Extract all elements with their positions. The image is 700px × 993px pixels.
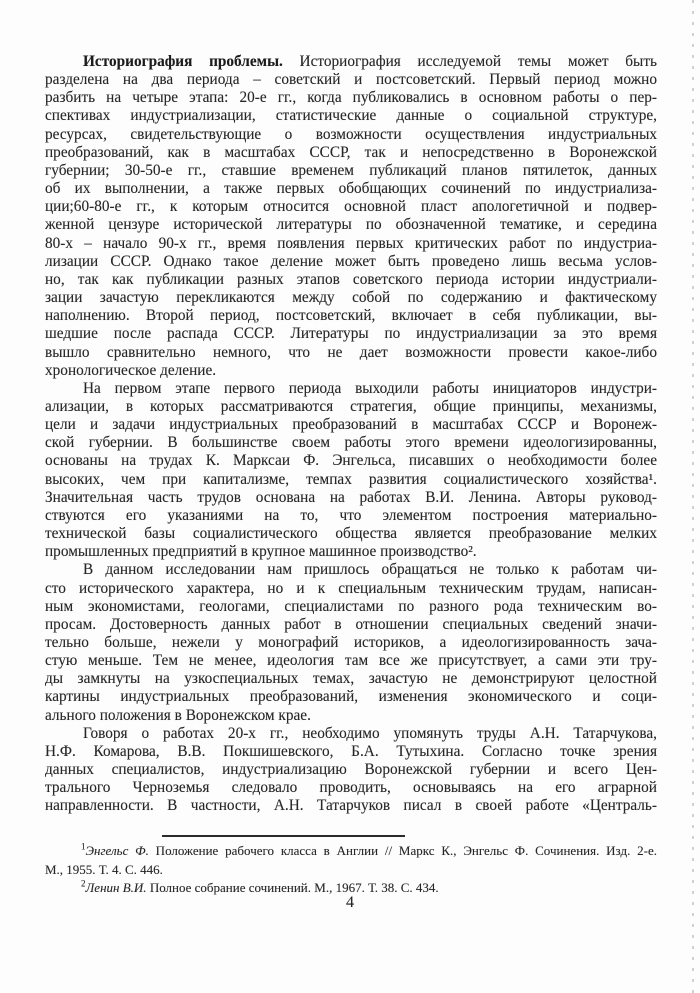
text-line: технической базы социалистического общества является преобразование мелких: [45, 525, 657, 543]
text-line: вышло сравнительно немного, что не дает возможности провести какое-либо: [45, 343, 657, 361]
text-line: Н.Ф. Комарова, В.В. Покшишевского, Б.А. Тутыхина. Согласно точке зрения: [45, 742, 657, 760]
footnote-marker: 1: [81, 842, 86, 852]
page-number: 4: [346, 894, 354, 911]
body-text: [45, 53, 657, 816]
text-line: разделена на два периода – советский и постсоветский. Первый период можно: [45, 71, 657, 89]
text-line: сто исторического характера, но и к специальным техническим трудам, написан-: [45, 579, 657, 597]
footnote-line: $^1$Энгельс Ф. Положение рабочего класса в Англии // Маркс К., Энгельс Ф. Сочинения. Изд. 2-е.: [81, 842, 657, 858]
text-line: картины индустриальных преобразований, изменения экономического и соци-: [45, 688, 657, 706]
footnote-line: М., 1955. Т. 4. С. 446.: [45, 861, 163, 877]
text-line: зации зачастую перекликаются между собой по содержанию и фактическому: [45, 289, 657, 307]
text-line: спективах индустриализации, статистические данные о социальной структуре,: [45, 107, 657, 125]
footnote-separator: [162, 835, 405, 837]
text-line: об их выполнении, а также первых обобщающих сочинений по индустриализа-: [45, 180, 657, 198]
paragraph: [45, 561, 657, 724]
footnote-line: $^2$Ленин В.И. Полное собрание сочинений. М., 1967. Т. 38. С. 434.: [81, 879, 439, 895]
text-line: цели и задачи индустриальных преобразований в масштабах СССР и Воронеж-: [45, 416, 657, 434]
footnote-marker: 2: [81, 879, 86, 889]
footnotes: [45, 842, 657, 898]
paragraph: [45, 380, 657, 562]
text-line: шедшие после распада СССР. Литературы по индустриализации за это время: [45, 325, 657, 343]
text-line: трального Черноземья следовало проводить, основываясь на его аграрной: [45, 779, 657, 797]
text-line: ализации, в которых рассматриваются стратегия, общие принципы, механизмы,: [45, 397, 657, 415]
text-line: наполнению. Второй период, постсоветский, включает в себя публикации, вы-: [45, 307, 657, 325]
text-line: ным экономистами, геологами, специалистами по разного рода техническим во-: [45, 597, 657, 615]
text-line: В данном исследовании нам пришлось обращаться не только к работам чи-: [83, 561, 657, 579]
text-line: ресурсах, свидетельствующие о возможности осуществления индустриальных: [45, 125, 657, 143]
text-line: Значительная часть трудов основана на работах В.И. Ленина. Авторы руковод-: [45, 488, 657, 506]
text-line: но, так как публикации разных этапов советского периода истории индустриали-: [45, 270, 657, 288]
paragraph: [45, 725, 657, 816]
text-line: преобразований, как в масштабах СССР, так и непосредственно в Воронежской: [45, 143, 657, 161]
text-line: данных специалистов, индустриализацию Воронежской губернии и всего Цен-: [45, 761, 657, 779]
text-line: женной цензуре исторической литературы по обозначенной тематике, и середина: [45, 216, 657, 234]
text-line: ской губернии. В большинстве своем работы этого времени идеологизированны,: [45, 434, 657, 452]
text-line: разбить на четыре этапа: 20-е гг., когда публиковались в основном работы о пер-: [45, 89, 657, 107]
text-line: стую меньше. Тем не менее, идеология там все же присутствует, а сами эти тру-: [45, 652, 657, 670]
text-line: ального положения в Воронежском крае.: [45, 706, 311, 724]
footnote: [45, 842, 657, 879]
text-line: Историография проблемы. Историография исследуемой темы может быть: [83, 53, 657, 70]
text-line: ции;60-80-е гг., к которым относится основной пласт апологетичной и подвер-: [45, 198, 657, 216]
text-line: основаны на трудах К. Марксаи Ф. Энгельса, писавших о необходимости более: [45, 452, 657, 470]
text-line: промышленных предприятий в крупное машинное производство².: [45, 543, 477, 561]
text-line: Говоря о работах 20-х гг., необходимо упомянуть труды А.Н. Татарчукова,: [83, 724, 657, 742]
text-line: губернии; 30-50-е гг., ставшие временем публикаций планов пятилеток, данных: [45, 161, 657, 179]
text-line: высоких, чем при капитализме, темпах развития социалистического хозяйства¹.: [45, 470, 657, 488]
text-line: ствуются его указаниями на то, что элементом построения материально-: [45, 506, 657, 524]
text-line: направленности. В частности, А.Н. Татарчуков писал в своей работе «Централь-: [45, 797, 657, 815]
text-line: 80-х – начало 90-х гг., время появления первых критических работ по индустриа-: [45, 234, 657, 252]
text-line: хронологическое деление.: [45, 361, 217, 379]
text-line: ды замкнуты на узкоспециальных темах, зачастую не демонстрируют целостной: [45, 670, 657, 688]
text-line: тельно больше, нежели у монографий историков, а идеологизированность зача-: [45, 634, 657, 651]
scan-edge-artifact: [692, 0, 694, 993]
paragraph: [45, 53, 657, 380]
text-line: просам. Достоверность данных работ в отношении специальных сведений значи-: [45, 615, 657, 633]
text-line: На первом этапе первого периода выходили работы инициаторов индустри-: [83, 379, 657, 397]
text-line: лизации СССР. Однако такое деление может быть проведено лишь весьма услов-: [45, 252, 657, 270]
